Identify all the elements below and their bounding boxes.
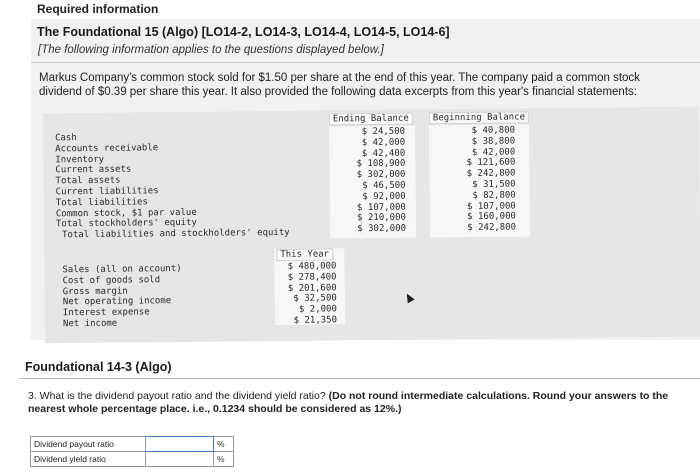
is-label: Sales (all on account) (62, 263, 182, 276)
bs-label: Inventory (55, 154, 105, 165)
bs-label: Total stockholders' equity (55, 218, 197, 230)
this-year-value: $ 32,500 (293, 293, 337, 305)
dividend-payout-ratio-cell[interactable] (146, 437, 214, 452)
bs-label: Accounts receivable (55, 143, 159, 155)
answer-row (31, 452, 234, 467)
beginning-value: $ 242,800 (466, 168, 516, 180)
beginning-value: $ 31,500 (472, 179, 516, 190)
problem-paragraph: Markus Company's common stock sold for $1.50 per share at the end of this year. The company paid a common stock dividend of $0.39 per share this year. It also provided the following data excerpts from this year's financial statements: (39, 72, 640, 98)
beginning-value: $ 242,800 (467, 222, 517, 234)
bs-label: Total liabilities (55, 197, 148, 209)
financial-statements-image (43, 107, 700, 344)
required-information-label: Required information (37, 2, 159, 16)
this-year-header: This Year (276, 248, 333, 261)
is-label: Net income (62, 318, 118, 330)
ending-value: $ 302,000 (357, 223, 407, 235)
ending-value: $ 210,000 (357, 213, 406, 224)
is-label: Interest expense (62, 307, 150, 319)
is-label: Net operating income (62, 296, 172, 308)
beginning-value: $ 107,000 (466, 201, 516, 212)
problem-title: The Foundational 15 (Algo) [LO14-2, LO14-3, LO14-4, LO14-5, LO14-6] (37, 25, 450, 39)
answer-row (31, 437, 234, 452)
balance-sheet-labels (55, 131, 290, 241)
dividend-yield-ratio-input[interactable] (146, 453, 213, 466)
ending-value: $ 42,000 (361, 137, 406, 148)
bs-label: Cash (55, 133, 77, 144)
bs-label: Current liabilities (55, 186, 159, 198)
bs-label: Current assets (55, 164, 132, 176)
this-year-value: $ 21,350 (293, 315, 338, 326)
percent-unit: % (214, 437, 234, 452)
ending-value: $ 92,000 (362, 191, 406, 202)
section-title: Foundational 14-3 (Algo) (25, 360, 172, 374)
dividend-payout-ratio-input[interactable] (146, 438, 213, 451)
is-label: Cost of goods sold (62, 275, 161, 287)
dividend-payout-ratio-label: Dividend payout ratio (31, 437, 146, 452)
dividend-yield-ratio-cell[interactable] (146, 452, 214, 467)
is-label: Gross margin (62, 286, 128, 297)
bs-label: Total assets (55, 175, 121, 187)
this-year-column (276, 261, 337, 326)
percent-unit: % (214, 452, 234, 467)
beginning-value: $ 42,000 (471, 147, 516, 158)
question-instructions: (Do not round intermediate calculations. Round your answers to the nearest whole percentage place. i.e., 0.1234 should be considered as 12%.) (28, 390, 669, 415)
beginning-balance-column (443, 125, 516, 234)
bs-label: Total liabilities and stockholders' equity (62, 228, 290, 241)
beginning-value: $ 82,800 (472, 190, 516, 201)
intro-divider (31, 62, 700, 63)
beginning-balance-header: Beginning Balance (429, 111, 529, 124)
beginning-value: $ 160,000 (467, 211, 516, 223)
beginning-value: $ 38,800 (471, 136, 516, 147)
this-year-value: $ 2,000 (298, 304, 337, 315)
this-year-value: $ 278,400 (287, 272, 337, 283)
beginning-value: $ 40,800 (471, 125, 516, 136)
answer-table (30, 436, 234, 467)
ending-value: $ 46,500 (362, 180, 406, 192)
ending-value: $ 42,400 (361, 148, 406, 159)
section-divider (20, 378, 700, 379)
ending-balance-header: Ending Balance (329, 113, 413, 126)
ending-value: $ 24,500 (361, 126, 406, 138)
applies-note: [The following information applies to the questions displayed below.] (38, 44, 384, 56)
bs-label: Common stock, $1 par value (55, 207, 197, 219)
income-statement-labels (62, 264, 182, 330)
ending-value: $ 108,900 (356, 159, 406, 170)
question-plain: 3. What is the dividend payout ratio and the dividend yield ratio? (28, 390, 329, 402)
beginning-value: $ 121,600 (466, 157, 516, 169)
this-year-value: $ 201,600 (287, 282, 337, 294)
this-year-value: $ 480,000 (287, 261, 337, 272)
ending-balance-column (333, 127, 406, 236)
ending-value: $ 302,000 (356, 169, 406, 181)
question-text (28, 390, 693, 416)
dividend-yield-ratio-label: Dividend yield ratio (31, 452, 146, 467)
ending-value: $ 107,000 (356, 202, 406, 213)
